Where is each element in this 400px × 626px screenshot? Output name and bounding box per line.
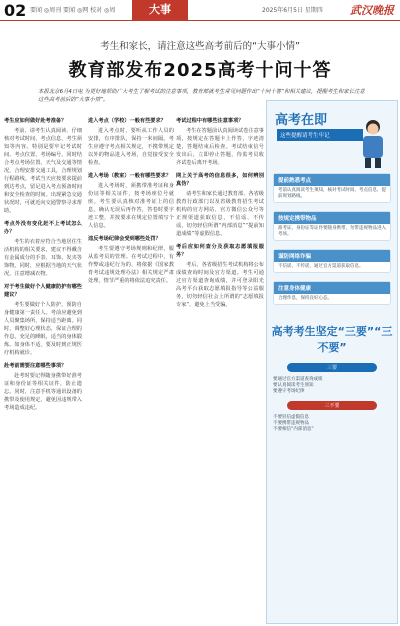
tip-card-label: 谨防网络诈骗 xyxy=(274,250,390,262)
brand-logo: 武汉晚报 xyxy=(350,4,394,17)
section-question: 进入考场（教室）一般有哪些要求？ xyxy=(88,173,172,179)
section-label: 大事 xyxy=(132,0,188,20)
tip-card-text: 考前认真阅读考生须知，核对考试时间、考点信息，提前规划路线。 xyxy=(278,188,386,199)
article-subtitle: 考生和家长，请注意这些高考前后的“大事小情” xyxy=(100,41,300,52)
section-answer: 考生要做好个人防护，预防自身健康第一责任人。考前应避免到人员聚集场所，保持适当距离。同时，调整好心理状态，保证合理的作息，充足的睡眠，适当的身体锻炼。如身体不适，要及时到正规医疗机构就诊。 xyxy=(4,302,82,356)
section-answer: 考生的衣着应符合当地居住生活机构的相关要求，建议不得戴含有金属成分的手表、耳饰、发夹等饰物。同时，应根据当地的天气状况，注意增减衣物。 xyxy=(4,239,82,277)
infographic-subtitle: 这些提醒请考生牢记 xyxy=(277,129,363,141)
tip-card-label: 提前熟悉考点 xyxy=(274,174,390,186)
section-question: 违反考场纪律会受到哪些处罚？ xyxy=(88,236,161,242)
section-question: 网上关于高考的信息很多，如何辨别真伪？ xyxy=(176,173,264,187)
tip-card-text: 合理作息，保持良好心态。 xyxy=(278,296,332,301)
rule-item: 不要携带违规物品 xyxy=(273,421,309,426)
dateline: 2025年6月5日 星期四 xyxy=(262,7,323,14)
masthead-bar xyxy=(0,0,400,21)
section-answer: 请考生和家长通过教育部、各省级教育行政部门以及省级教育招生考试机构的官方网站、官方微信公众号等正规渠道获取信息，不信谣、不传谣，切勿轻信所谓“内部消息”“提前知道成绩”等虚假信息。 xyxy=(176,191,264,237)
section-answer: 赴考时要记得随身携带好准考证和身份证等相关证件，防止遗忘。同时，注意手机等通讯设备的携带及使用规定，避免因违规带入考场造成违纪。 xyxy=(4,373,82,411)
section-question: 赴考前需要注意哪些事项？ xyxy=(4,363,67,369)
tip-card-label: 按规定携带物品 xyxy=(274,212,390,224)
infographic-panel xyxy=(266,100,398,624)
section-question: 考后应如何查分及获取志愿填报服务？ xyxy=(176,244,264,258)
section-question: 对于考生做好个人健康防护有哪些建议？ xyxy=(4,284,82,298)
tip-card-text: 准考证、身份证等证件要随身携带，勿带违规物品进入考场。 xyxy=(278,226,386,237)
column-1 xyxy=(4,112,82,415)
section-question: 考生应如何做好赴考准备？ xyxy=(4,118,67,124)
rule-item: 要认真阅读考生须知 xyxy=(273,383,314,388)
tip-card xyxy=(273,281,391,305)
section-question: 考点外没有变化赶不上考试怎么办？ xyxy=(4,221,82,235)
rules-pill: 三不要 xyxy=(287,401,377,410)
masthead-crumbs: 要闻 ◎周刊 要闻 ◎网 校对 ◎周 xyxy=(30,7,116,14)
rules-title: 高考考生坚定“三要”“三不要” xyxy=(271,325,393,354)
tip-card-text: 不信谣、不传谣，通过官方渠道获取信息。 xyxy=(278,264,364,269)
column-2 xyxy=(88,112,174,288)
student-illustration-icon xyxy=(353,117,393,169)
tip-card xyxy=(273,249,391,273)
section-question: 考试过程中有哪些注意事项？ xyxy=(176,118,244,124)
section-answer: 考生在答题前认真阅读试卷注意事项，按规定在答题卡上作答，字迹清楚，答题结束后检查。考试结束信号发出后，立即停止答题，待监考员收齐试卷后离开考场。 xyxy=(176,128,264,166)
rule-item: 要通过官方渠道查询成绩 xyxy=(273,377,323,382)
rules-list xyxy=(273,415,391,433)
section-answer: 进入考场时，须携带准考证和身份证等相关证件，按考场座位号就座。考生要认真核对准考证上的信息，确认无误后再作答，答卷时要字迹工整，并按要求在规定位置填写个人信息。 xyxy=(88,183,174,229)
tip-card xyxy=(273,173,391,203)
section-answer: 考后，各省级招生考试机构将公布成绩查询时间及官方渠道。考生可通过官方渠道查询成绩，并可登录阳光高考平台获取志愿填报指导等公益服务，切勿轻信社会上所谓的“志愿填报专家”，避免上当受骗。 xyxy=(176,262,264,308)
rule-item: 不要轻信虚假信息 xyxy=(273,415,309,420)
rule-item: 不要相信“内部消息” xyxy=(273,427,314,432)
rules-pill: 三要 xyxy=(287,363,377,372)
section-answer: 考生要遵守考场规则和纪律，服从监考员的管理。在考试过程中，有作弊或违纪行为的，将依据《国家教育考试违规处理办法》相关规定严肃处理，情节严重的将依法追究责任。 xyxy=(88,246,174,284)
tip-card xyxy=(273,211,391,241)
infographic-title: 高考在即 xyxy=(275,113,328,128)
page-number: 02 xyxy=(4,1,27,20)
section-answer: 进入考点时，要听从工作人员的安排，有序排队，保持一米间隔。考生应遵守考点相关规定，不携带规定以外的物品进入考场，自觉接受安全检查。 xyxy=(88,128,174,166)
column-3 xyxy=(176,112,264,312)
article-intro: 本报北京6月4日电 为更好地帮助广大考生了解考试的注意事项，教育部就考生常见问题作出“十问十答”和相关建议，提醒考生和家长注意这些高考前后的“大事小情”。 xyxy=(38,89,365,103)
tip-card-label: 注意身体健康 xyxy=(274,282,390,294)
rule-item: 要遵守考场纪律 xyxy=(273,389,305,394)
rules-list xyxy=(273,377,391,395)
section-answer: 考前，请考生认真阅读、仔细核对考试时间、考点信息，考生须知等内容。特别是要牢记考试时间、考点位置、考场编号，同时结合考点考场位置、天气及交通等情况，合理安排交通工具，合理规划行程路线。考试当天应按要求提前到达考点，留足进入考点预备时间和安全检查的时间。出现紧急交通状况时，可就近向交通警察寻求帮助。 xyxy=(4,128,82,214)
section-question: 进入考点（学校）一般有些要求？ xyxy=(88,118,166,124)
article-headline: 教育部发布2025高考十问十答 xyxy=(68,60,332,81)
